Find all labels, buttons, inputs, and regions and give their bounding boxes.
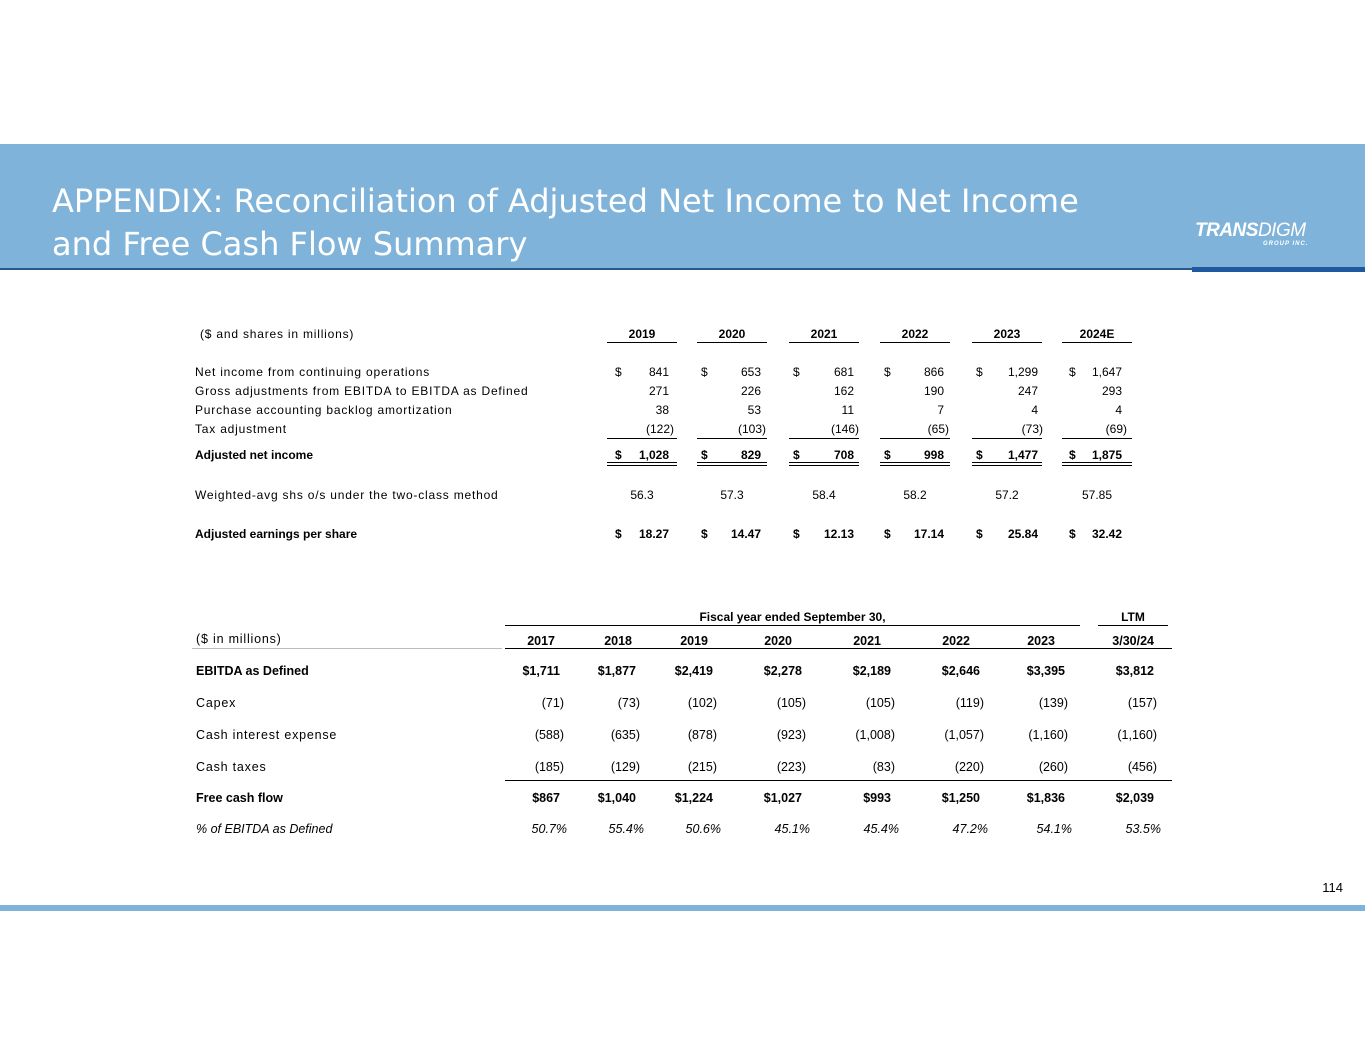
table1-cell: 829: [740, 448, 761, 462]
table1-row-label: Gross adjustments from EBITDA to EBITDA as Defined: [195, 384, 529, 398]
table2-cell: (635): [610, 728, 640, 742]
footer-bar: [0, 905, 1365, 911]
currency-sign: $: [701, 365, 708, 379]
table1-cell: 25.84: [1007, 527, 1038, 541]
table1-cell: 7: [937, 403, 944, 417]
table1-cell: (73): [1021, 422, 1043, 436]
logo-text-bold: TRANS: [1195, 220, 1258, 241]
table1-cell: 1,875: [1091, 448, 1122, 462]
table2-cell: (223): [776, 760, 806, 774]
group-header-underline: [505, 625, 1080, 626]
table1-year-header: 2023: [993, 327, 1021, 341]
table1-cell: 226: [740, 384, 761, 398]
table1-cell: 56.3: [630, 488, 654, 502]
table2-cell: $2,278: [763, 664, 802, 678]
units-underline: [192, 648, 502, 649]
table2-cell: (105): [865, 696, 895, 710]
table1-cell: 38: [655, 403, 669, 417]
table1-cell: (146): [830, 422, 859, 436]
table1-cell: 58.4: [812, 488, 836, 502]
table1-cell: 1,028: [638, 448, 669, 462]
table2-column-header: 2018: [604, 634, 632, 648]
table1-cell: 247: [1017, 384, 1038, 398]
table1-cell: 681: [833, 365, 854, 379]
logo-text-thin: DIGM: [1257, 220, 1306, 241]
currency-sign: $: [701, 527, 708, 541]
table2-cell: $1,250: [941, 791, 980, 805]
table1-cell: 1,647: [1091, 365, 1122, 379]
table2-cell: $2,039: [1115, 791, 1154, 805]
table1-year-header: 2019: [628, 327, 656, 341]
table1-row-label: Adjusted earnings per share: [195, 527, 358, 541]
table2-cell: 53.5%: [1125, 822, 1161, 836]
table2-cell: $1,224: [674, 791, 713, 805]
table1-row-label: Purchase accounting backlog amortization: [195, 403, 453, 417]
currency-sign: $: [976, 448, 983, 462]
table2-cell: (73): [617, 696, 640, 710]
table2-cell: 50.7%: [531, 822, 567, 836]
currency-sign: $: [884, 448, 891, 462]
table2-cell: (220): [954, 760, 984, 774]
table2-column-header: 2021: [853, 634, 881, 648]
table1-cell: 53: [747, 403, 761, 417]
table2-cell: (119): [955, 696, 984, 710]
ltm-header: LTM: [1121, 610, 1145, 624]
table2-cell: (1,160): [1028, 728, 1068, 742]
currency-sign: $: [615, 527, 622, 541]
table2-cell: (185): [534, 760, 564, 774]
currency-sign: $: [976, 527, 983, 541]
table1-cell: 653: [740, 365, 761, 379]
table1-cell: 841: [648, 365, 669, 379]
table1-cell: 14.47: [730, 527, 761, 541]
table1-cell: 1,477: [1007, 448, 1038, 462]
table1-cell: 293: [1101, 384, 1122, 398]
table2-column-header: 2023: [1027, 634, 1055, 648]
table2-cell: $3,812: [1115, 664, 1154, 678]
table1-cell: 17.14: [913, 527, 944, 541]
currency-sign: $: [793, 527, 800, 541]
table2-cell: $2,646: [941, 664, 980, 678]
table1-cell: 12.13: [823, 527, 854, 541]
page-title-line2: and Free Cash Flow Summary: [52, 225, 528, 263]
table1-cell: 708: [833, 448, 854, 462]
fiscal-year-group-header: Fiscal year ended September 30,: [699, 610, 886, 624]
table1-cell: 58.2: [903, 488, 927, 502]
table2-cell: $1,027: [763, 791, 802, 805]
table1-cell: 4: [1031, 403, 1038, 417]
currency-sign: $: [793, 365, 800, 379]
currency-sign: $: [615, 448, 622, 462]
table2-cell: (923): [776, 728, 806, 742]
table2-cell: (588): [534, 728, 564, 742]
table1-cell: (103): [737, 422, 766, 436]
currency-sign: $: [884, 527, 891, 541]
table2-cell: (102): [687, 696, 717, 710]
table2-cell: (129): [610, 760, 640, 774]
table1-row-label: Net income from continuing operations: [195, 365, 431, 379]
logo-subtext: GROUP INC.: [1263, 241, 1309, 247]
currency-sign: $: [1069, 365, 1076, 379]
table1-cell: 18.27: [638, 527, 669, 541]
table2-cell: $867: [532, 791, 560, 805]
table2-cell: 50.6%: [685, 822, 721, 836]
table2-cell: (1,008): [855, 728, 895, 742]
table2-column-header: 2019: [680, 634, 708, 648]
table2-cell: (139): [1038, 696, 1068, 710]
table2-cell: (1,057): [944, 728, 984, 742]
currency-sign: $: [884, 365, 891, 379]
table1-cell: (122): [645, 422, 674, 436]
table1-cell: 866: [923, 365, 944, 379]
currency-sign: $: [976, 365, 983, 379]
table2-cell: 54.1%: [1036, 822, 1072, 836]
table2-row-label: Cash interest expense: [196, 728, 338, 742]
table1-cell: 1,299: [1007, 365, 1038, 379]
table2-column-header: 2020: [764, 634, 792, 648]
table1-units-label: ($ and shares in millions): [200, 327, 355, 341]
table2-row-label: Cash taxes: [196, 760, 267, 774]
table2-cell: $3,395: [1026, 664, 1065, 678]
table2-row-label: Capex: [196, 696, 237, 710]
table1-year-header: 2021: [810, 327, 838, 341]
table2-cell: (1,160): [1117, 728, 1157, 742]
table1-cell: 998: [923, 448, 944, 462]
table2-cell: 55.4%: [608, 822, 644, 836]
currency-sign: $: [1069, 527, 1076, 541]
table2-cell: (215): [687, 760, 717, 774]
table1-cell: 11: [841, 403, 854, 417]
table1-row-label: Weighted-avg shs o/s under the two-class method: [195, 488, 499, 502]
table2-cell: $1,836: [1026, 791, 1065, 805]
table2-cell: (157): [1127, 696, 1157, 710]
table2-column-header: 2022: [942, 634, 970, 648]
ltm-header-underline: [1098, 625, 1168, 626]
table2-cell: $1,711: [522, 664, 560, 678]
table2-cell: (260): [1038, 760, 1068, 774]
table1-cell: (65): [927, 422, 949, 436]
currency-sign: $: [701, 448, 708, 462]
table1-cell: 271: [648, 384, 669, 398]
table2-cell: $1,877: [597, 664, 636, 678]
table2-cell: $2,419: [674, 664, 713, 678]
table2-cell: (878): [687, 728, 717, 742]
table1-row-label: Adjusted net income: [195, 448, 314, 462]
table1-cell: 57.85: [1081, 488, 1113, 502]
table1-year-header: 2020: [718, 327, 746, 341]
table2-column-header: 2017: [527, 634, 555, 648]
table2-row-label: % of EBITDA as Defined: [196, 822, 333, 836]
table2-row-label: Free cash flow: [196, 791, 283, 805]
table1-cell: 4: [1115, 403, 1122, 417]
table2-cell: $1,040: [597, 791, 636, 805]
table2-cell: $993: [863, 791, 891, 805]
table2-cell: 47.2%: [952, 822, 988, 836]
table1-year-header: 2022: [901, 327, 929, 341]
table1-cell: (69): [1105, 422, 1127, 436]
currency-sign: $: [615, 365, 622, 379]
table1-row-label: Tax adjustment: [195, 422, 287, 436]
table2-cell: (83): [872, 760, 895, 774]
table1-cell: 57.2: [995, 488, 1019, 502]
table2-row-label: EBITDA as Defined: [196, 664, 309, 678]
table2-units-label: ($ in millions): [196, 632, 282, 646]
table2-cell: 45.1%: [774, 822, 810, 836]
table1-cell: 57.3: [720, 488, 744, 502]
table2-column-header: 3/30/24: [1112, 634, 1154, 648]
page-title-line1: APPENDIX: Reconciliation of Adjusted Net Income to Net Income: [52, 182, 1079, 220]
table2-cell: (456): [1127, 760, 1157, 774]
table1-cell: 190: [923, 384, 944, 398]
table1-cell: 32.42: [1091, 527, 1122, 541]
subtotal-underline: [505, 780, 1172, 781]
table1-year-header: 2024E: [1079, 327, 1115, 341]
page-number: 114: [1322, 880, 1343, 895]
table2-cell: 45.4%: [863, 822, 899, 836]
currency-sign: $: [793, 448, 800, 462]
table1-cell: 162: [833, 384, 854, 398]
column-header-underline: [505, 648, 1172, 649]
table2-cell: $2,189: [852, 664, 891, 678]
currency-sign: $: [1069, 448, 1076, 462]
table2-cell: (105): [776, 696, 806, 710]
table2-cell: (71): [541, 696, 564, 710]
